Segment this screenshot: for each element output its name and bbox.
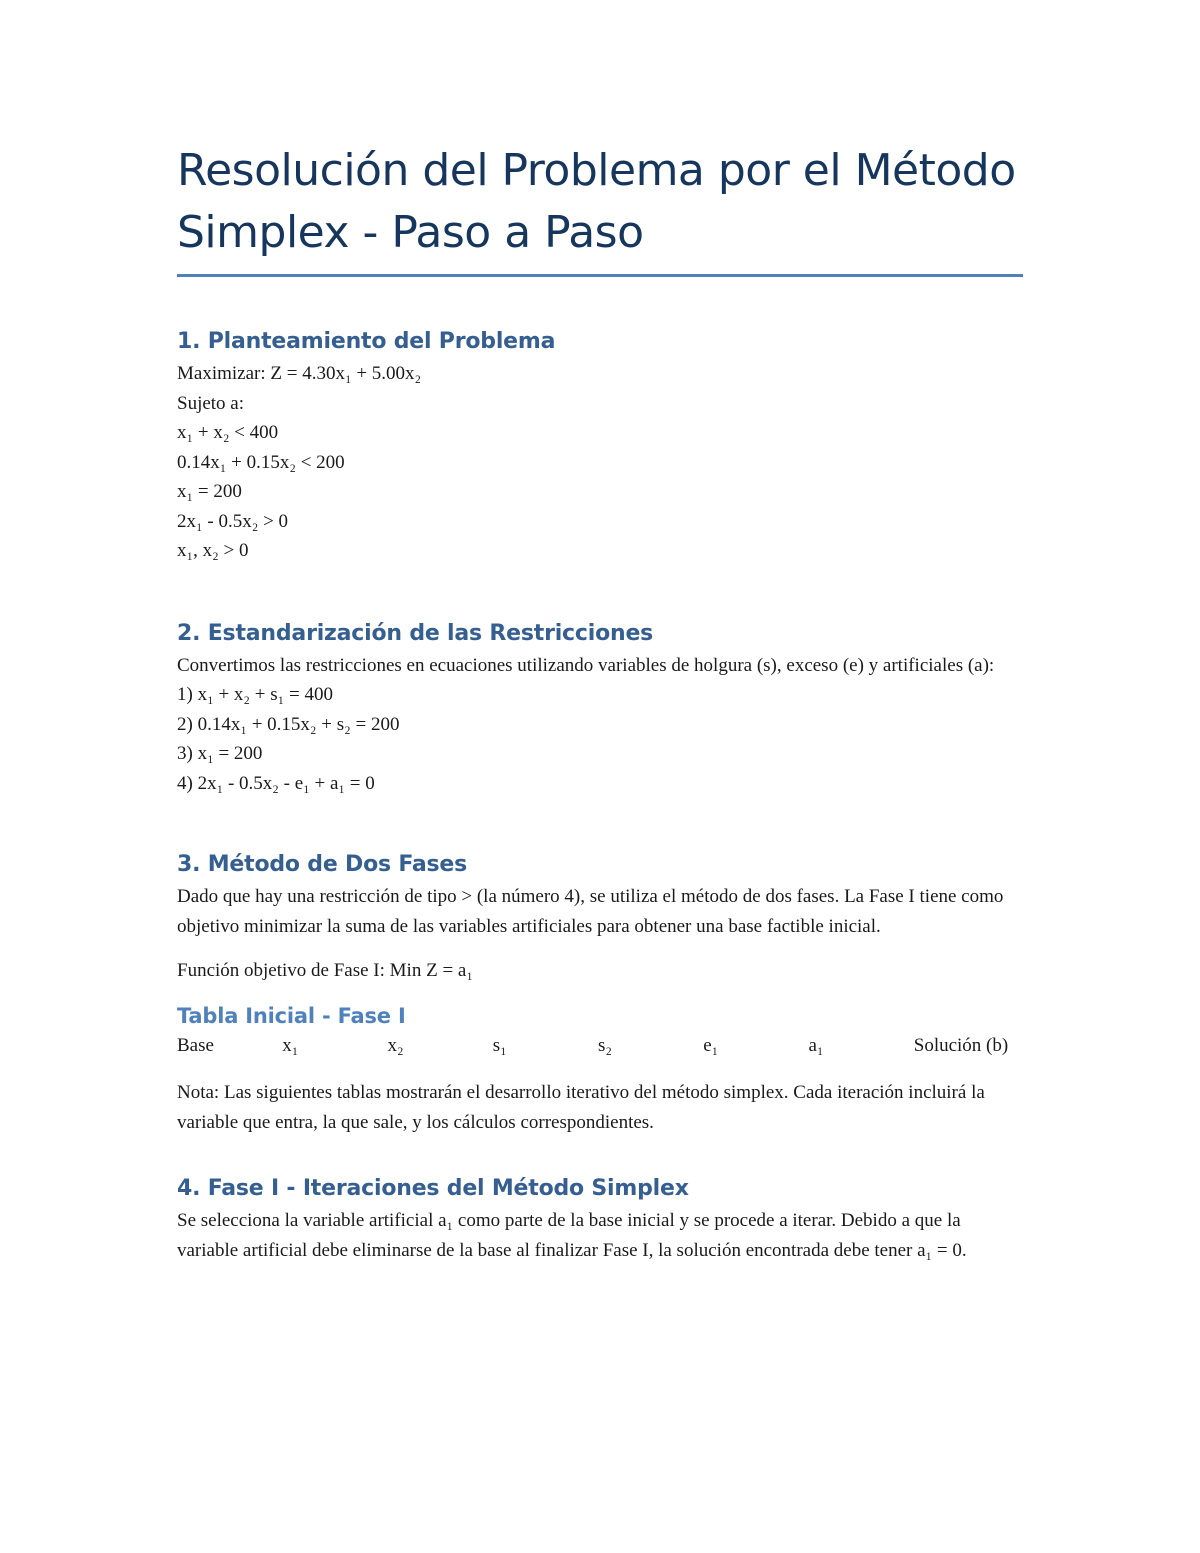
table-header-cell: x₁	[282, 1034, 299, 1056]
table-header-cell: Solución (b)	[913, 1034, 1009, 1056]
initial-table-header-row	[177, 1031, 1023, 1061]
table-header-cell: x₂	[387, 1034, 404, 1056]
section-3-heading: 3. Método de Dos Fases	[177, 852, 468, 877]
constraint-3: x₁ = 200	[177, 481, 242, 502]
section-1-heading: 1. Planteamiento del Problema	[177, 329, 556, 354]
table-header-cell: s₁	[492, 1034, 507, 1056]
document-content	[177, 140, 1023, 1265]
table-header-cell: a₁	[808, 1034, 824, 1056]
two-phase-paragraph: Dado que hay una restricción de tipo > (la número 4), se utiliza el método de dos fases. La Fase I tiene como objetivo minimizar la suma de las variables artificiales para obtener una base factible inicial.	[177, 886, 1004, 937]
non-negativity: x₁, x₂ > 0	[177, 540, 249, 561]
equation-1: 1) x₁ + x₂ + s₁ = 400	[177, 684, 333, 705]
section-2-body	[177, 651, 1023, 799]
iteration-note: Nota: Las siguientes tablas mostrarán el desarrollo iterativo del método simplex. Cada iteración incluirá la variable que entra, la que sale, y los cálculos correspondientes.	[177, 1082, 985, 1133]
constraint-4: 2x₁ - 0.5x₂ > 0	[177, 510, 289, 532]
document-title: Resolución del Problema por el Método Simplex - Paso a Paso	[177, 145, 1016, 258]
constraint-1: x₁ + x₂ < 400	[177, 422, 279, 443]
standardization-intro: Convertimos las restricciones en ecuaciones utilizando variables de holgura (s), exceso (e) y artificiales (a):	[177, 654, 995, 676]
title-divider	[177, 274, 1023, 277]
initial-table-heading: Tabla Inicial - Fase I	[177, 1003, 406, 1028]
table-header-cell: Base	[177, 1034, 214, 1056]
phase-1-objective: Función objetivo de Fase I: Min Z = a₁	[177, 960, 473, 981]
constraint-2: 0.14x₁ + 0.15x₂ < 200	[177, 451, 345, 473]
objective-function: Maximizar: Z = 4.30x₁ + 5.00x₂	[177, 363, 422, 384]
section-1-body	[177, 359, 1023, 566]
table-header-cell: s₂	[598, 1034, 613, 1056]
equation-4: 4) 2x₁ - 0.5x₂ - e₁ + a₁ = 0	[177, 772, 375, 794]
phase-1-iterations-paragraph: Se selecciona la variable artificial a₁ como parte de la base inicial y se procede a iterar. Debido a que la variable artificial debe eliminarse de la base al finalizar Fase I, la solución encontrada debe tener a₁ = 0.	[177, 1210, 967, 1261]
table-header-cell: e₁	[703, 1034, 719, 1056]
equation-3: 3) x₁ = 200	[177, 743, 263, 764]
section-3-body	[177, 882, 1023, 1137]
section-4-body	[177, 1206, 1023, 1265]
section-2-heading: 2. Estandarización de las Restricciones	[177, 620, 654, 646]
section-4-heading: 4. Fase I - Iteraciones del Método Simplex	[177, 1176, 689, 1201]
subject-to-label: Sujeto a:	[177, 392, 245, 414]
equation-2: 2) 0.14x₁ + 0.15x₂ + s₂ = 200	[177, 713, 400, 735]
